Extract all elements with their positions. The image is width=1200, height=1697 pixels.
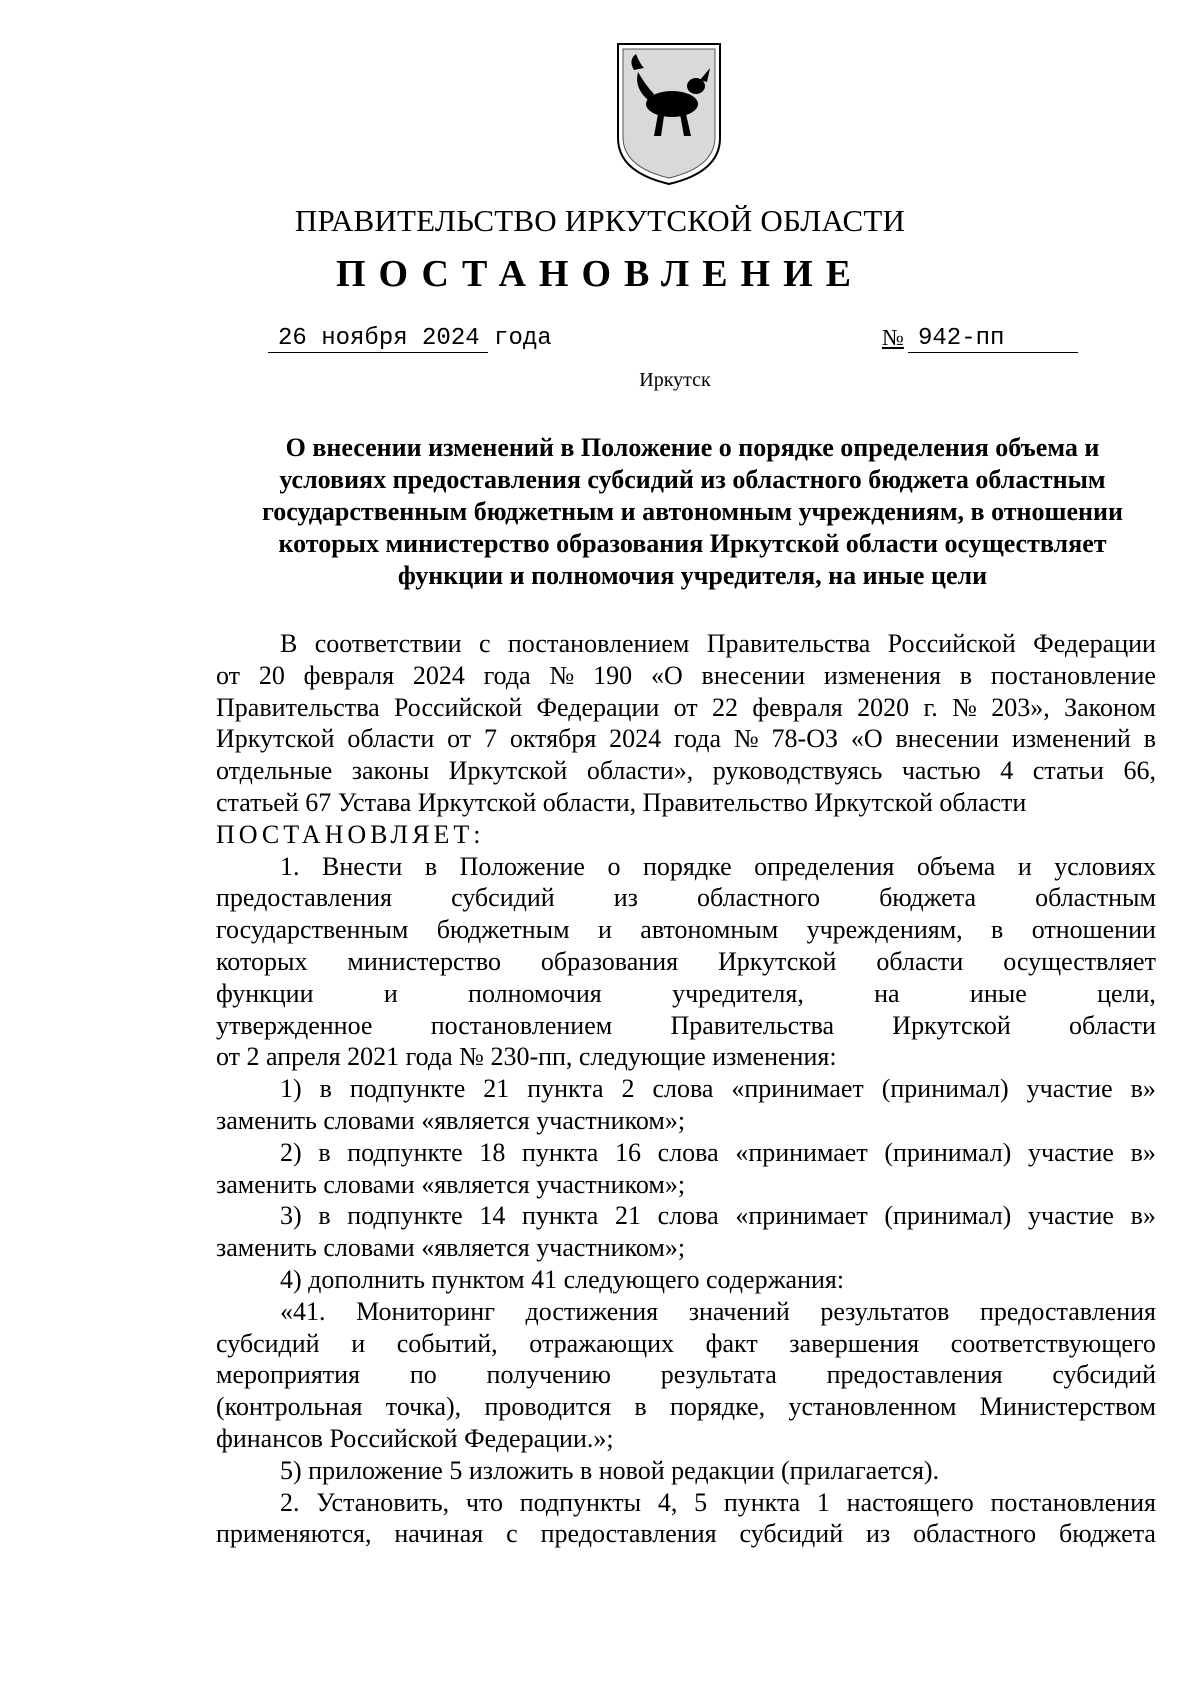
- body-word: 2024: [412, 660, 465, 690]
- body-word: государственным: [216, 915, 409, 945]
- body-line: 4) дополнить пунктом 41 следующего содержания:: [280, 1264, 845, 1294]
- body-word: 2.: [280, 1487, 300, 1517]
- body-word: года: [483, 660, 531, 690]
- number-sign: №: [882, 325, 904, 350]
- body-word: 22: [712, 692, 739, 722]
- body-word: объема: [916, 851, 996, 881]
- body-word: от: [216, 660, 241, 690]
- body-line: [216, 1137, 1156, 1169]
- body-word: 66,: [1123, 756, 1156, 786]
- body-word: точка),: [385, 1392, 462, 1422]
- body-line: [216, 755, 1156, 787]
- body-line: [216, 882, 1156, 914]
- body-word: предоставления: [826, 1360, 1003, 1390]
- body-word: «принимает: [735, 1201, 868, 1231]
- body-word: Федерации: [536, 692, 660, 722]
- body-line: ПОСТАНОВЛЯЕТ:: [216, 819, 485, 849]
- body-word: соответствии: [314, 629, 462, 658]
- body-word: слова: [657, 1137, 719, 1167]
- body-word: установленном: [788, 1392, 957, 1422]
- body-word: бюджета: [879, 883, 977, 913]
- body-word: №: [733, 724, 759, 754]
- body-word: Установить,: [316, 1487, 450, 1517]
- body-word: области»,: [586, 756, 694, 786]
- body-word: областного: [697, 883, 820, 913]
- body-line: [216, 1487, 1156, 1519]
- body-word: и: [597, 915, 612, 945]
- body-line: заменить словами «является участником»;: [216, 1169, 686, 1199]
- body-word: руководствуясь: [712, 756, 883, 786]
- document-title: [215, 432, 1170, 592]
- body-word: в: [318, 1137, 331, 1167]
- body-word: частью: [901, 756, 981, 786]
- body-word: «О: [850, 724, 883, 754]
- body-word: законы: [351, 756, 430, 786]
- body-line: [216, 1200, 1156, 1232]
- body-word: в: [991, 915, 1004, 945]
- body-word: от: [673, 692, 698, 722]
- body-word: применяются,: [216, 1519, 372, 1549]
- body-word: значений: [688, 1296, 790, 1326]
- body-word: Иркутской: [216, 724, 335, 754]
- body-word: 4: [1000, 756, 1014, 786]
- body-word: иные: [969, 978, 1027, 1008]
- body-word: Положение: [459, 851, 585, 881]
- body-word: 18: [479, 1137, 506, 1167]
- body-word: условиях: [1054, 851, 1156, 881]
- body-word: в: [319, 1074, 332, 1104]
- body-word: отношении: [1031, 915, 1156, 945]
- body-word: бюджета: [1059, 1519, 1156, 1549]
- body-word: 190: [593, 660, 633, 690]
- body-word: 7: [483, 724, 497, 754]
- body-word: результатов: [820, 1296, 950, 1326]
- body-word: «41.: [280, 1296, 326, 1326]
- body-word: Российской: [887, 629, 1016, 658]
- body-word: 1: [816, 1487, 830, 1517]
- body-word: подпункте: [347, 1137, 463, 1167]
- body-word: подпункте: [347, 1201, 463, 1231]
- body-word: февраля: [752, 692, 843, 722]
- body-word: предоставления: [540, 1519, 717, 1549]
- body-word: по: [409, 1360, 437, 1390]
- body-word: достижения: [525, 1296, 659, 1326]
- body-word: области: [876, 946, 964, 976]
- body-word: участие: [1028, 1201, 1114, 1231]
- body-word: статьи: [1032, 756, 1104, 786]
- body-line: [216, 1010, 1156, 1042]
- body-word: 78-ОЗ: [771, 724, 838, 754]
- body-word: отражающих: [529, 1328, 675, 1358]
- body-line: [216, 628, 1156, 660]
- body-word: Законом: [1064, 692, 1156, 722]
- city: Иркутск: [639, 369, 711, 391]
- document-number: 942-пп: [918, 325, 1005, 352]
- body-word: «принимает: [731, 1074, 864, 1104]
- body-word: в: [1143, 724, 1156, 754]
- body-word: Правительства: [706, 629, 871, 658]
- body-line: [216, 1073, 1156, 1105]
- body-word: которых: [216, 946, 308, 976]
- body-word: Мониторинг: [356, 1296, 495, 1326]
- body-word: от: [447, 724, 472, 754]
- body-line: [216, 946, 1156, 978]
- body-word: в: [318, 1201, 331, 1231]
- body-word: участие: [1026, 1074, 1113, 1104]
- body-word: участие: [1028, 1137, 1114, 1167]
- body-word: получению: [486, 1360, 611, 1390]
- body-word: 2: [621, 1074, 635, 1104]
- body-word: слова: [652, 1074, 714, 1104]
- body-line: заменить словами «является участником»;: [216, 1233, 686, 1263]
- date-underline: [268, 352, 488, 353]
- body-word: что: [465, 1487, 503, 1517]
- title-line: функции и полномочия учредителя, на иные цели: [397, 561, 988, 590]
- body-word: отдельные: [216, 756, 333, 786]
- body-word: изменения: [823, 660, 941, 690]
- body-word: соответствующего: [950, 1328, 1156, 1358]
- body-word: событий,: [396, 1328, 498, 1358]
- body-word: №: [952, 692, 977, 722]
- body-word: и: [1017, 851, 1032, 881]
- body-word: февраля: [303, 660, 395, 690]
- body-line: [216, 1296, 1156, 1328]
- body-line: [216, 692, 1156, 724]
- body-word: года: [673, 724, 722, 754]
- title-line: которых министерство образования Иркутской области осуществляет: [278, 529, 1107, 558]
- body-word: Внести: [322, 851, 403, 881]
- body-word: 2020: [857, 692, 910, 722]
- body-word: определения: [754, 851, 895, 881]
- body-word: в: [424, 851, 438, 881]
- body-word: Российской: [393, 692, 523, 722]
- body-word: предоставления: [980, 1296, 1156, 1326]
- body-word: 14: [479, 1201, 506, 1231]
- body-word: начиная: [394, 1519, 484, 1549]
- body-word: областного: [913, 1519, 1037, 1549]
- body-word: настоящего: [846, 1487, 974, 1517]
- body-word: 21: [483, 1074, 510, 1104]
- body-line: [216, 851, 1156, 883]
- body-word: 4,: [657, 1487, 678, 1517]
- body-word: учреждениям,: [806, 915, 963, 945]
- body-word: в»: [1130, 1137, 1156, 1167]
- body-word: подпункте: [349, 1074, 466, 1104]
- body-word: г.: [923, 692, 938, 722]
- body-line: 5) приложение 5 изложить в новой редакции (прилагается).: [280, 1455, 940, 1485]
- body-word: бюджетным: [436, 915, 570, 945]
- body-word: полномочия: [468, 978, 602, 1008]
- title-line: О внесении изменений в Положение о порядке определения объема и: [285, 433, 1100, 462]
- body-word: 5: [694, 1487, 708, 1517]
- body-word: и: [383, 978, 398, 1008]
- body-word: пункта: [527, 1074, 604, 1104]
- body-word: о: [607, 851, 621, 881]
- body-word: Иркутской: [892, 1010, 1011, 1040]
- body-word: подпункты: [519, 1487, 642, 1517]
- body-word: внесении: [895, 724, 999, 754]
- body-word: 1.: [280, 851, 300, 881]
- body-word: завершения: [789, 1328, 920, 1358]
- body-word: Федерации: [1033, 629, 1156, 658]
- body-word: изменений: [1011, 724, 1131, 754]
- body-word: внесении: [701, 660, 806, 690]
- number-underline: [908, 352, 1078, 353]
- body-line: заменить словами «является участником»;: [216, 1105, 686, 1135]
- body-word: субсидий: [739, 1519, 844, 1549]
- body-word: 16: [615, 1137, 641, 1167]
- body-word: пункта: [723, 1487, 801, 1517]
- body-line: финансов Российской Федерации.»;: [216, 1423, 614, 1453]
- body-word: осуществляет: [1003, 946, 1156, 976]
- document-date: 26 ноября 2024 года: [278, 325, 552, 352]
- body-word: октября: [509, 724, 597, 754]
- body-word: субсидий: [1052, 1360, 1156, 1390]
- body-line: [216, 723, 1156, 755]
- body-word: образования: [540, 946, 679, 976]
- body-word: субсидий: [451, 883, 555, 913]
- body-word: Иркутской: [448, 756, 568, 786]
- body-word: постановлением: [430, 1010, 613, 1040]
- body-word: из: [866, 1519, 891, 1549]
- body-word: 21: [615, 1201, 641, 1231]
- body-word: с: [506, 1519, 518, 1549]
- body-word: области: [1069, 1010, 1156, 1040]
- body-word: (принимал): [884, 1137, 1012, 1167]
- body-word: на: [874, 978, 900, 1008]
- body-word: мероприятия: [216, 1360, 361, 1390]
- body-word: в»: [1130, 1074, 1156, 1104]
- body-word: 2024: [609, 724, 662, 754]
- body-word: Иркутской: [717, 946, 837, 976]
- body-word: В: [280, 629, 298, 658]
- body-line: [216, 914, 1156, 946]
- body-word: порядке,: [670, 1392, 766, 1422]
- body-line: [216, 978, 1156, 1010]
- body-word: проводится: [484, 1392, 612, 1422]
- body-word: министерство: [347, 946, 502, 976]
- body-word: (контрольная: [216, 1392, 363, 1422]
- body-word: 3): [280, 1201, 302, 1231]
- body-word: результата: [660, 1360, 777, 1390]
- body-word: цели,: [1097, 978, 1156, 1008]
- body-word: 1): [280, 1074, 302, 1104]
- body-word: факт: [705, 1328, 758, 1358]
- body-word: Правительства: [670, 1010, 835, 1040]
- body-word: утвержденное: [216, 1010, 373, 1040]
- body-word: областным: [1035, 883, 1156, 913]
- title-line: государственным бюджетным и автономным учреждениям, в отношении: [262, 497, 1123, 526]
- document-body: [216, 628, 1156, 1550]
- body-word: в: [959, 660, 973, 690]
- body-word: функции: [216, 978, 314, 1008]
- body-word: №: [549, 660, 575, 690]
- body-word: Правительства: [216, 692, 380, 722]
- body-word: Министерством: [979, 1392, 1156, 1422]
- body-line: [216, 1518, 1156, 1550]
- body-word: субсидий: [216, 1328, 320, 1358]
- body-word: порядке: [643, 851, 732, 881]
- body-word: постановлением: [507, 629, 690, 658]
- body-word: (принимал): [884, 1201, 1012, 1231]
- body-line: [216, 1359, 1156, 1391]
- body-word: из: [613, 883, 638, 913]
- body-line: [216, 1328, 1156, 1360]
- document-type: ПОСТАНОВЛЕНИЕ: [335, 253, 865, 295]
- body-word: 20: [258, 660, 285, 690]
- issuing-authority: ПРАВИТЕЛЬСТВО ИРКУТСКОЙ ОБЛАСТИ: [294, 203, 906, 238]
- body-line: от 2 апреля 2021 года № 230-пп, следующие изменения:: [216, 1042, 837, 1072]
- title-line: условиях предоставления субсидий из областного бюджета областным: [279, 465, 1106, 494]
- body-word: постановления: [990, 1487, 1156, 1517]
- body-word: с: [478, 629, 491, 658]
- body-word: и: [351, 1328, 366, 1358]
- irkutsk-coat-of-arms-emblem: [614, 40, 724, 188]
- body-word: учредителя,: [672, 978, 804, 1008]
- body-word: в: [634, 1392, 647, 1422]
- body-word: автономным: [640, 915, 779, 945]
- body-line: [216, 660, 1156, 692]
- body-word: (принимал): [881, 1074, 1009, 1104]
- body-word: «О: [650, 660, 683, 690]
- body-word: слова: [657, 1201, 719, 1231]
- body-word: пункта: [522, 1137, 599, 1167]
- body-word: 203»,: [991, 692, 1050, 722]
- body-word: предоставления: [216, 883, 392, 913]
- body-word: 2): [280, 1137, 302, 1167]
- body-word: пункта: [522, 1201, 599, 1231]
- body-line: статьей 67 Устава Иркутской области, Правительство Иркутской области: [216, 787, 1027, 817]
- body-word: в»: [1130, 1201, 1156, 1231]
- body-word: постановление: [990, 660, 1156, 690]
- body-word: области: [347, 724, 435, 754]
- body-line: [216, 1391, 1156, 1423]
- body-word: «принимает: [735, 1137, 868, 1167]
